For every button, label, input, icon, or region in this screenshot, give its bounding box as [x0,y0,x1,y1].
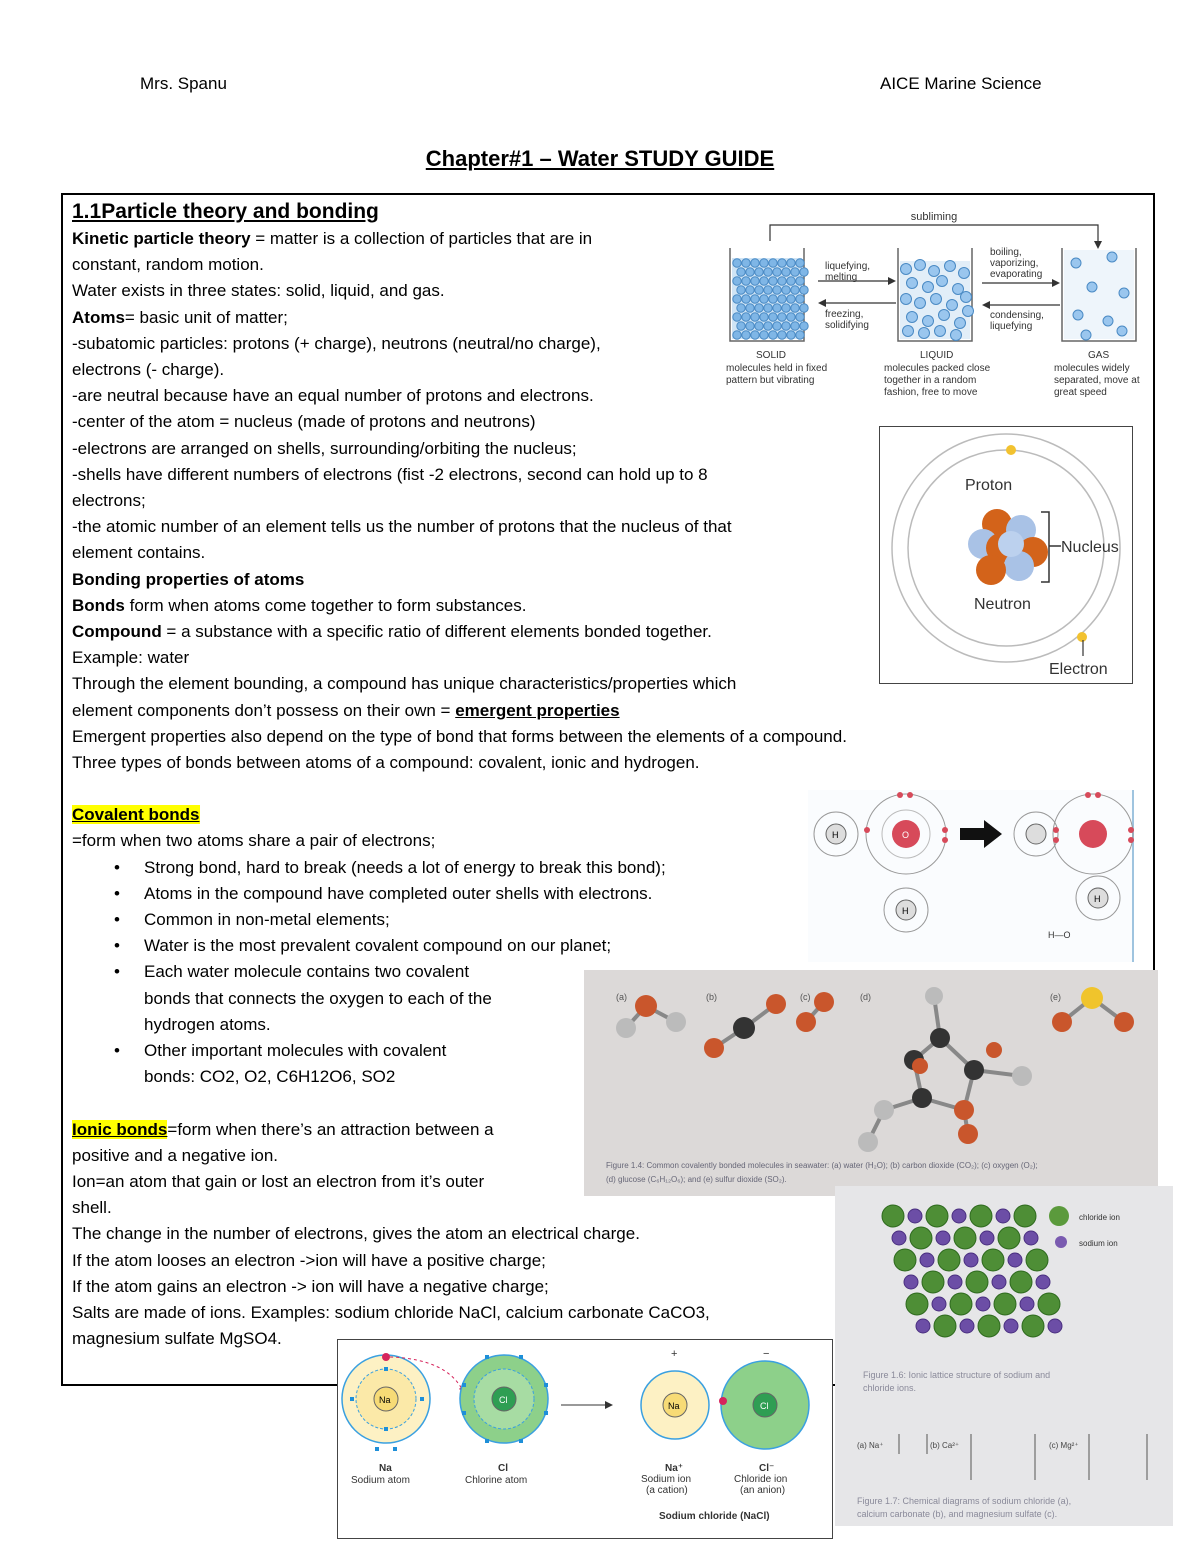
particle [1107,252,1117,262]
bonds-def: form when atoms come together to form substances. [124,595,527,615]
atoms-def: = basic unit of matter; [124,307,288,327]
particle [733,259,741,267]
sodium-chloride-label: Sodium chloride (NaCl) [659,1511,770,1522]
label-c: (c) [800,992,811,1002]
particle [800,322,808,330]
particle [787,295,795,303]
particle [742,295,750,303]
particle [963,306,974,317]
water-covalent-figure [808,790,1134,962]
particle [737,304,745,312]
anion-label: (an anion) [740,1485,786,1496]
particle [937,276,948,287]
particle [764,304,772,312]
particle [742,331,750,339]
particle [1014,1205,1036,1227]
particle [746,304,754,312]
particle [961,292,972,303]
particle [1024,1231,1038,1245]
emergent-line-2 [72,698,847,724]
center-line: -center of the atom = nucleus (made of protons and neutrons) [72,412,536,432]
cl-ion-nucleus-label: Cl [760,1401,769,1411]
salts-line: Salts are made of ions. Examples: sodium chloride NaCl, calcium carbonate CaCO3, [72,1302,710,1322]
diagram-a-label: (a) Na⁺ [857,1441,884,1450]
particle [915,260,926,271]
particle [916,1319,930,1333]
particle [769,331,777,339]
particle [755,286,763,294]
particle [1026,1249,1048,1271]
particle [929,266,940,277]
subliming-label: subliming [910,211,958,223]
gas-label: GAS [1088,350,1110,361]
particle [760,259,768,267]
particle [782,286,790,294]
compound-term: Compound [72,622,162,642]
particle [892,1231,906,1245]
emergent-line-3: Emergent properties also depend on the type of bond that forms between the elements of a compound. [72,726,847,746]
particle [742,259,750,267]
particle [1048,1319,1062,1333]
nucleus-label: Nucleus [1061,539,1119,556]
cl-ion-label: Cl⁻ [759,1463,775,1474]
list-item: • Water is the most prevalent covalent compound on our planet; [72,933,847,959]
particle [733,295,741,303]
particle [764,268,772,276]
course-name: AICE Marine Science [880,74,1042,93]
particle [960,1319,974,1333]
particle [932,1297,946,1311]
particle [791,322,799,330]
minus-charge: − [763,1348,770,1360]
particle [894,1249,916,1271]
neutral-line: -are neutral because have an equal number of protons and electrons. [72,386,594,406]
gas-desc-1: molecules widely [1054,363,1130,374]
particle [782,304,790,312]
plus-charge: + [671,1348,678,1360]
particle [959,268,970,279]
na-atom-label: Na [379,1463,392,1474]
particle [791,286,799,294]
gas-desc-3: great speed [1054,387,1107,398]
evaporating-label: evaporating [990,269,1043,280]
vaporizing-label: vaporizing, [990,258,1039,269]
list-item: • Strong bond, hard to break (needs a lot of energy to break this bond); [72,855,847,881]
loose-line: If the atom looses an electron ->ion will have a positive charge; [72,1250,546,1270]
boiling-label: boiling, [990,247,1022,258]
particle [742,313,750,321]
particle [952,1209,966,1223]
page-title: Chapter#1 – Water STUDY GUIDE [425,146,775,171]
particle [733,313,741,321]
particle [966,1271,988,1293]
particle [737,268,745,276]
h-o-bond-label: H—O [1048,930,1071,940]
particle [904,1275,918,1289]
label-e: (e) [1050,992,1061,1002]
bonding-heading [72,567,847,593]
nacl-ionic-figure [337,1339,833,1539]
figure-1-7-caption: Figure 1.7: Chemical diagrams of sodium chloride (a), [857,1496,1072,1506]
emergent-line: Through the element bounding, a compound has unique characteristics/properties which [72,674,737,694]
particle [922,1271,944,1293]
solid-desc-1: molecules held in fixed [726,363,828,374]
particle [755,268,763,276]
particle [746,268,754,276]
na-nucleus-label: Na [379,1395,391,1405]
particle [903,326,914,337]
particle [755,322,763,330]
particle [742,277,750,285]
atom-structure-figure [879,426,1133,684]
particle [737,286,745,294]
particle [1020,1297,1034,1311]
section-heading: 1.1Particle theory and bonding [72,200,379,223]
particle [733,277,741,285]
particle [769,259,777,267]
particle [764,286,772,294]
particle [954,1227,976,1249]
liquefying-label: liquefying, [825,261,871,272]
electron-label: Electron [1049,661,1108,678]
particle [1117,326,1127,336]
bonds-line [72,593,847,619]
particle [1119,288,1129,298]
label-b: (b) [706,992,717,1002]
kpt-line-2: constant, random motion. [72,255,264,275]
liquid-label: LIQUID [920,350,954,361]
kpt-term: Kinetic particle theory [72,229,251,248]
particle [751,313,759,321]
particle [976,1297,990,1311]
particle [796,313,804,321]
compound-def: = a substance with a specific ratio of different elements bonded together. [161,622,712,642]
particle [934,1315,956,1337]
covalent-heading-text: Covalent bonds [72,805,200,825]
neutron-label: Neutron [974,596,1031,613]
particle [1081,330,1091,340]
h-atom-label-2: H [902,906,909,916]
bonding-heading-text: Bonding properties of atoms [72,569,305,589]
particle [882,1205,904,1227]
sodium-ion-label: sodium ion [1079,1239,1118,1248]
ion-line-2: shell. [72,1198,112,1218]
bonds-term: Bonds [72,595,125,615]
proton-label: Proton [965,477,1013,494]
ionic-def: =form when there’s an attraction between a [167,1119,494,1139]
particle [787,277,795,285]
particle [764,322,772,330]
particle [945,261,956,272]
particle [796,331,804,339]
figure-1-4-caption-2: (d) glucose (C₆H₁₂O₆); and (e) sulfur dioxide (SO₂). [606,1175,787,1184]
states-of-matter-figure [720,203,1150,413]
liquid-desc-1: molecules packed close [884,363,991,374]
particle [948,1275,962,1289]
particle [1073,310,1083,320]
chloride-ion-label: Chloride ion [734,1474,788,1485]
change-line: The change in the number of electrons, gives the atom an electrical charge. [72,1224,640,1244]
particle [737,322,745,330]
ionic-heading-text: Ionic bonds [72,1119,168,1139]
particle [796,259,804,267]
particle [996,1209,1010,1223]
na-ion-label: Na⁺ [665,1463,684,1474]
particle [755,304,763,312]
shells-line: -electrons are arranged on shells, surrounding/orbiting the nucleus; [72,438,577,458]
particle [935,326,946,337]
particle [931,294,942,305]
kpt-def: = matter is a collection of particles that are in [250,229,593,248]
h-atom-label: H [832,830,839,840]
example-line: Example: water [72,648,190,668]
teacher-name: Mrs. Spanu [140,74,227,93]
particle [1103,316,1113,326]
particle [787,331,795,339]
particle [1071,258,1081,268]
particle [791,304,799,312]
particle [751,295,759,303]
liquefying-2-label: liquefying [990,321,1033,332]
particle [782,268,790,276]
particle [769,313,777,321]
particle [915,298,926,309]
subatomic-line: -subatomic particles: protons (+ charge), neutrons (neutral/no charge), [72,333,601,353]
particle [782,322,790,330]
atomic-line-2: element contains. [72,543,206,563]
particle [778,331,786,339]
particle [800,268,808,276]
particle [907,278,918,289]
particle [800,286,808,294]
particle [919,328,930,339]
particle [778,313,786,321]
diagram-b-label: (b) Ca²⁺ [930,1441,960,1450]
figure-1-6-caption-2: chloride ions. [863,1383,917,1393]
label-a: (a) [616,992,627,1002]
salts-line-2: magnesium sulfate MgSO4. [72,1329,282,1349]
particle [769,277,777,285]
particle [1004,1319,1018,1333]
particle [778,259,786,267]
label-d: (d) [860,992,871,1002]
chlorine-atom-label: Chlorine atom [465,1475,528,1486]
solid-label: SOLID [756,350,787,361]
particle [910,1227,932,1249]
cation-label: (a cation) [646,1485,688,1496]
list-item: • Atoms in the compound have completed outer shells with electrons. [72,881,847,907]
particle [998,1227,1020,1249]
covalent-heading [72,802,847,828]
particle [926,1205,948,1227]
particle [970,1205,992,1227]
particle [901,294,912,305]
particle [982,1249,1004,1271]
emergent-text: element components don’t possess on their own = [72,700,456,720]
particle [773,304,781,312]
particle [978,1315,1000,1337]
particle [908,1209,922,1223]
particle [992,1275,1006,1289]
particle [1010,1271,1032,1293]
particle [907,312,918,323]
ion-line: Ion=an atom that gain or lost an electron from it’s outer [72,1171,485,1191]
h-atom-label-3: H [1094,894,1101,904]
gain-line: If the atom gains an electron -> ion will have a negative charge; [72,1276,549,1296]
particle [773,322,781,330]
particle [1022,1315,1044,1337]
particle [800,304,808,312]
particle [733,331,741,339]
liquid-desc-2: together in a random [884,375,977,386]
particle [920,1253,934,1267]
particle [769,295,777,303]
covalent-def: =form when two atoms share a pair of electrons; [72,831,436,851]
particle [1036,1275,1050,1289]
bullet-5-line-3: hydrogen atoms. [144,1014,271,1034]
particle [796,295,804,303]
types-line: Three types of bonds between atoms of a compound: covalent, ionic and hydrogen. [72,753,700,773]
bullet-5-line-1: Each water molecule contains two covalent [144,962,470,982]
particle [1038,1293,1060,1315]
particle [751,259,759,267]
atoms-term: Atoms [72,307,125,327]
na-ion-nucleus-label: Na [668,1401,680,1411]
particle [787,259,795,267]
o-atom-label: O [902,830,910,840]
cl-nucleus-label: Cl [499,1395,508,1405]
ionic-line-2: positive and a negative ion. [72,1145,279,1165]
particle [951,330,962,341]
shells-line-3: electrons; [72,491,146,511]
melting-label: melting [825,272,858,283]
particle [939,310,950,321]
bullet-5-line-2: bonds that connects the oxygen to each of the [144,988,492,1008]
particle [796,277,804,285]
particle [906,1293,928,1315]
particle [746,286,754,294]
particle [994,1293,1016,1315]
compound-line [72,619,847,645]
particle [791,268,799,276]
particle [787,313,795,321]
particle [1087,282,1097,292]
particle [947,300,958,311]
particle [923,316,934,327]
particle [980,1231,994,1245]
emergent-term: emergent properties [455,700,620,720]
particle [773,286,781,294]
gas-desc-2: separated, move at [1054,375,1140,386]
atomic-line: -the atomic number of an element tells us the number of protons that the nucleus of that [72,517,732,537]
figure-1-4-caption: Figure 1.4: Common covalently bonded molecules in seawater: (a) water (H₂O); (b) carbon dioxide (CO₂); (c) oxygen (O₂); [606,1161,1038,1170]
particle [760,331,768,339]
particle [760,277,768,285]
particle [938,1249,960,1271]
figure-1-7-caption-2: calcium carbonate (b), and magnesium sulfate (c). [857,1509,1058,1519]
condensing-label: condensing, [990,310,1044,321]
bullet-6-line-2: bonds: CO2, O2, C6H12O6, SO2 [144,1067,396,1087]
diagram-c-label: (c) Mg²⁺ [1049,1441,1079,1450]
solidifying-label: solidifying [825,320,869,331]
figure-1-6-caption: Figure 1.6: Ionic lattice structure of sodium and [863,1370,1051,1380]
particle [773,268,781,276]
states-line: Water exists in three states: solid, liquid, and gas. [72,281,445,301]
figure-1-4-molecules [584,970,1158,1196]
chloride-ion-label: chloride ion [1079,1213,1120,1222]
particle [751,331,759,339]
particle [778,295,786,303]
solid-desc-2: pattern but vibrating [726,375,815,386]
particle [778,277,786,285]
particle [936,1231,950,1245]
figure-1-6-lattice [835,1186,1173,1526]
particle [760,313,768,321]
shells-line-2: -shells have different numbers of electrons (fist -2 electrons, second can hold up to 8 [72,464,708,484]
liquid-desc-3: fashion, free to move [884,387,978,398]
particle [1008,1253,1022,1267]
list-item: • Common in non-metal elements; [72,907,847,933]
particle [760,295,768,303]
particle [901,264,912,275]
cl-atom-label: Cl [498,1463,508,1474]
particle [964,1253,978,1267]
particle [955,318,966,329]
particle [950,1293,972,1315]
particle [751,277,759,285]
freezing-label: freezing, [825,309,864,320]
sodium-ion-label: Sodium ion [641,1474,692,1485]
particle [746,322,754,330]
subatomic-line-2: electrons (- charge). [72,360,225,380]
bullet-6-line-1: Other important molecules with covalent [144,1041,447,1061]
sodium-atom-label: Sodium atom [351,1475,410,1486]
particle [923,282,934,293]
